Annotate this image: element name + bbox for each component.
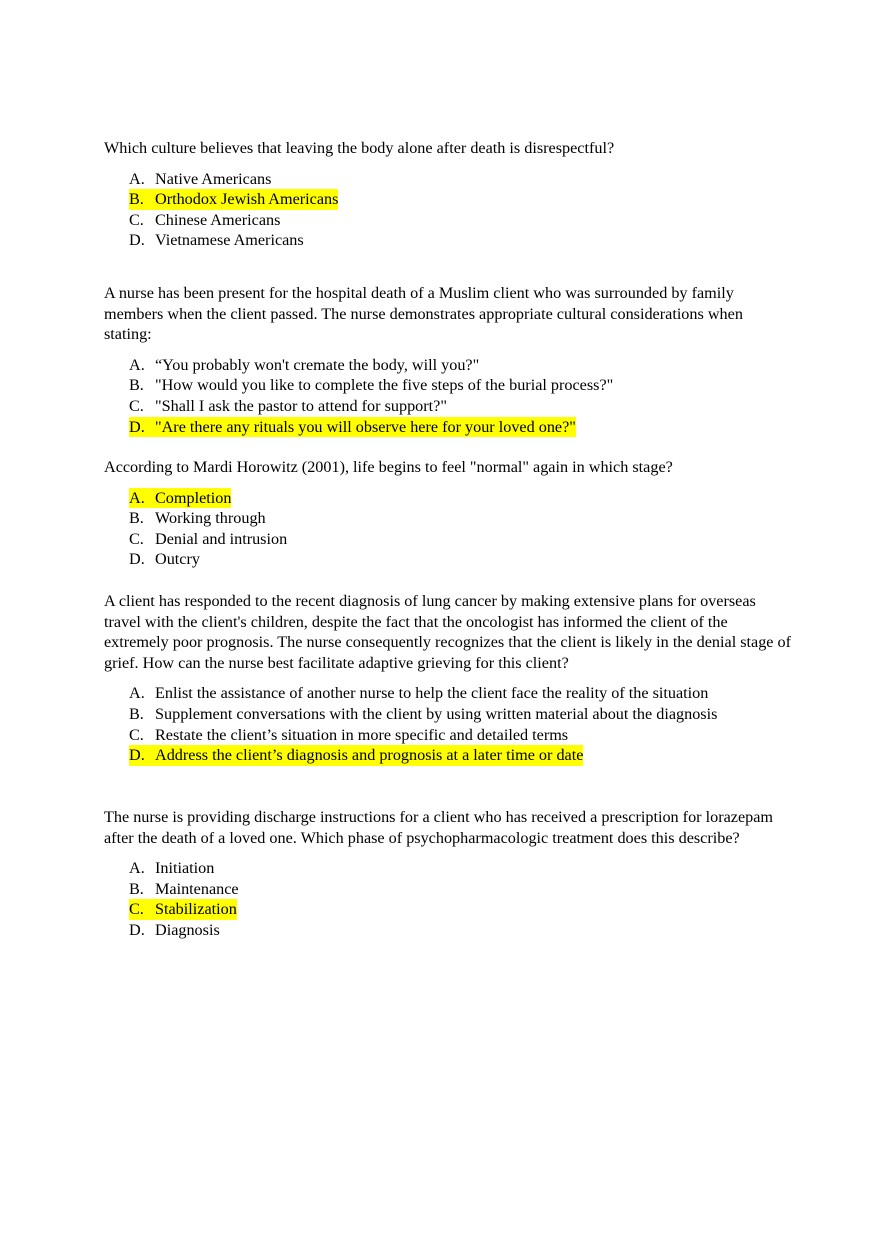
answer-options [129, 169, 794, 251]
option-b [129, 508, 794, 529]
option-d [129, 549, 794, 570]
option-text: Vietnamese Americans [155, 231, 304, 250]
option-letter: A. [129, 169, 145, 188]
option-letter: D. [129, 920, 145, 939]
option-b [129, 189, 794, 210]
option-text: Restate the client’s situation in more specific and detailed terms [155, 725, 569, 744]
option-b [129, 375, 794, 396]
option-b [129, 704, 794, 725]
option-a [129, 683, 794, 704]
option-text: Working through [155, 509, 266, 528]
option-letter: C. [129, 529, 144, 548]
question-stem: A client has responded to the recent diagnosis of lung cancer by making extensive plans for overseas travel with the client's children, despite the fact that the oncologist has informed the client of the extremely poor prognosis. The nurse consequently recognizes that the client is likely in the denial stage of grief. How can the nurse best facilitate adaptive grieving for this client? [104, 592, 792, 672]
option-c [129, 725, 794, 746]
option-text: Orthodox Jewish Americans [155, 190, 339, 209]
question-stem: Which culture believes that leaving the body alone after death is disrespectful? [104, 139, 615, 157]
option-d [129, 745, 794, 766]
option-c [129, 899, 794, 920]
answer-options [129, 683, 794, 765]
option-c [129, 210, 794, 231]
option-letter: D. [129, 550, 145, 569]
question-stem: A nurse has been present for the hospital death of a Muslim client who was surrounded by family members when the client passed. The nurse demonstrates appropriate cultural considerations when stating: [104, 284, 743, 344]
option-text: Address the client’s diagnosis and prognosis at a later time or date [155, 746, 584, 765]
option-letter: D. [129, 417, 145, 436]
question-1 [104, 138, 794, 251]
answer-options [129, 355, 794, 437]
option-text: Chinese Americans [155, 210, 281, 229]
option-c [129, 396, 794, 417]
option-d [129, 920, 794, 941]
option-letter: B. [129, 879, 144, 898]
option-a [129, 858, 794, 879]
option-text: "How would you like to complete the five steps of the burial process?" [155, 376, 614, 395]
option-letter: B. [129, 376, 144, 395]
option-letter: B. [129, 704, 144, 723]
option-text: “You probably won't cremate the body, will you?" [155, 355, 480, 374]
option-text: Maintenance [155, 879, 239, 898]
option-letter: A. [129, 488, 145, 507]
option-letter: C. [129, 396, 144, 415]
option-a [129, 488, 794, 509]
option-text: Initiation [155, 859, 215, 878]
option-letter: B. [129, 190, 144, 209]
option-letter: D. [129, 746, 145, 765]
option-letter: A. [129, 355, 145, 374]
option-text: Outcry [155, 550, 200, 569]
option-text: "Are there any rituals you will observe here for your loved one?" [155, 417, 576, 436]
option-a [129, 169, 794, 190]
option-text: Enlist the assistance of another nurse to help the client face the reality of the situation [155, 684, 709, 703]
answer-options [129, 858, 794, 940]
option-letter: C. [129, 725, 144, 744]
option-letter: C. [129, 900, 144, 919]
option-text: Stabilization [155, 900, 237, 919]
option-b [129, 879, 794, 900]
option-letter: A. [129, 859, 145, 878]
option-d [129, 230, 794, 251]
option-a [129, 355, 794, 376]
option-c [129, 529, 794, 550]
question-5 [104, 807, 794, 941]
option-text: Diagnosis [155, 920, 220, 939]
question-4 [104, 591, 794, 766]
question-3 [104, 457, 794, 570]
option-text: Native Americans [155, 169, 272, 188]
question-stem: The nurse is providing discharge instructions for a client who has received a prescription for lorazepam after the death of a loved one. Which phase of psychopharmacologic treatment does this describe? [104, 808, 774, 847]
question-2 [104, 283, 794, 437]
option-d [129, 417, 794, 438]
option-text: Denial and intrusion [155, 529, 288, 548]
option-letter: D. [129, 231, 145, 250]
option-text: Supplement conversations with the client by using written material about the diagnosis [155, 704, 718, 723]
option-letter: C. [129, 210, 144, 229]
option-text: Completion [155, 488, 232, 507]
question-stem: According to Mardi Horowitz (2001), life begins to feel "normal" again in which stage? [104, 458, 673, 476]
option-letter: B. [129, 509, 144, 528]
option-letter: A. [129, 684, 145, 703]
option-text: "Shall I ask the pastor to attend for support?" [155, 396, 447, 415]
answer-options [129, 488, 794, 570]
